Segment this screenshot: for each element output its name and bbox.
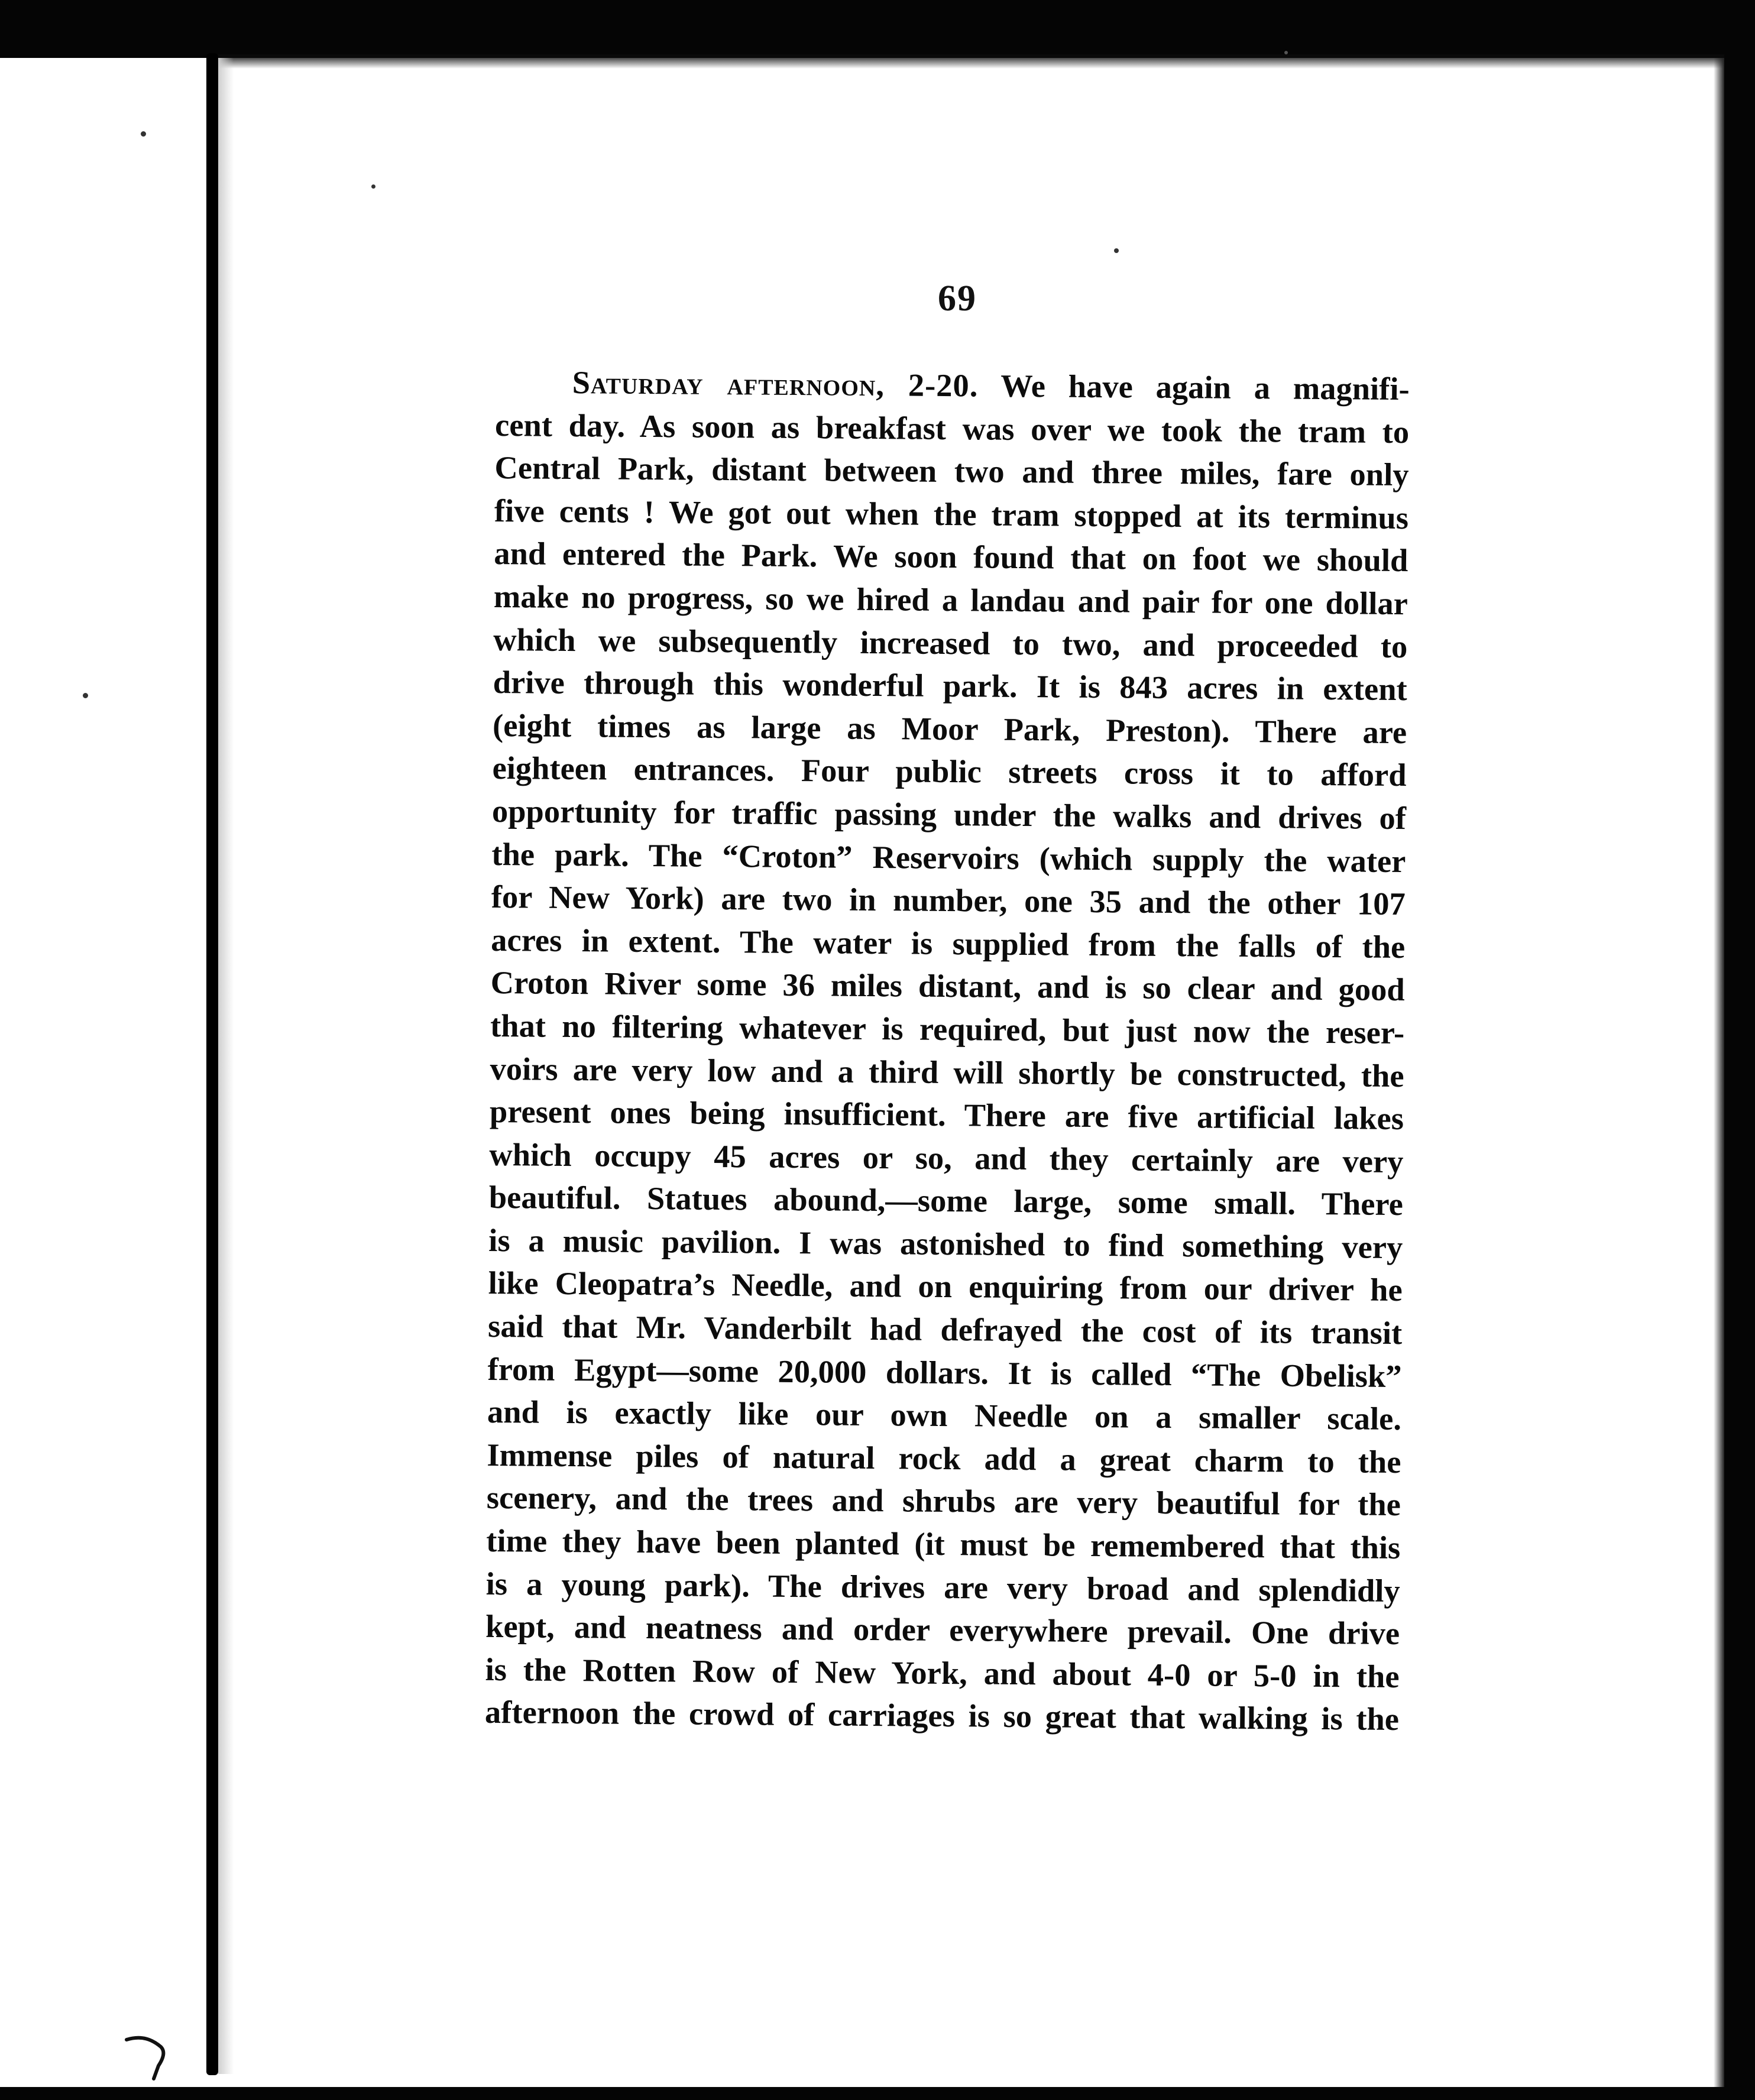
text-line: eighteen entrances. Four public streets cross it to afford: [492, 750, 1407, 793]
text-line: that no filtering whatever is required, but just now the reser-: [490, 1007, 1405, 1051]
scan-top-border: [0, 0, 1755, 58]
left-page-margin: [0, 0, 206, 2100]
scan-top-shadow: [213, 54, 1755, 69]
text-line: five cents ! We got out when the tram stopped at its terminus: [494, 492, 1409, 536]
text-line: make no progress, so we hired a landau and pair for one dollar: [493, 578, 1408, 622]
text-line: Saturday afternoon, 2-20. We have again a magnifi-: [572, 364, 1410, 407]
dust-speck: [1114, 248, 1119, 253]
text-line: is the Rotten Row of New York, and about 4-0 or 5-0 in the: [485, 1651, 1400, 1694]
text-line: (eight times as large as Moor Park, Preston). There are: [492, 707, 1407, 750]
text-line: time they have been planted (it must be remembered that this: [486, 1522, 1401, 1566]
text-line: is a music pavilion. I was astonished to find something very: [488, 1221, 1403, 1265]
text-line: acres in extent. The water is supplied from the falls of the: [491, 921, 1406, 965]
text-line: drive through this wonderful park. It is 843 acres in extent: [493, 664, 1407, 708]
text-line: said that Mr. Vanderbilt had defrayed the cost of its transit: [487, 1308, 1403, 1352]
text-line: scenery, and the trees and shrubs are very beautiful for the: [486, 1479, 1401, 1523]
run-in-heading: Saturday afternoon, 2-20.: [572, 364, 979, 404]
text-line: present ones being insufficient. There are five artificial lakes: [489, 1093, 1404, 1137]
text-line: and entered the Park. We soon found that on foot we should: [494, 535, 1408, 579]
text-line: afternoon the crowd of carriages is so great that walking is the: [484, 1694, 1400, 1738]
text-line: Central Park, distant between two and three miles, fare only: [494, 449, 1409, 493]
page-number: 69: [938, 278, 977, 319]
dust-speck: [83, 693, 88, 698]
text-line: beautiful. Statues abound,—some large, some small. There: [488, 1179, 1404, 1223]
text-line: like Cleopatra’s Needle, and on enquiring from our driver he: [488, 1265, 1403, 1308]
text-line: and is exactly like our own Needle on a smaller scale.: [487, 1393, 1402, 1437]
text-line: Immense piles of natural rock add a great charm to the: [487, 1436, 1401, 1480]
text-line: the park. The “Croton” Reservoirs (which supply the water: [491, 835, 1406, 879]
dust-speck: [1284, 51, 1288, 54]
body-text: [485, 361, 1410, 1741]
scan-right-border: [1724, 0, 1755, 2100]
text-line: voirs are very low and a third will shortly be constructed, the: [490, 1050, 1404, 1094]
text-line: cent day. As soon as breakfast was over we took the tram to: [494, 406, 1410, 450]
text-line: opportunity for traffic passing under the walks and drives of: [491, 792, 1407, 837]
text-line: for New York) are two in number, one 35 and the other 107: [491, 879, 1406, 922]
text-line: which occupy 45 acres or so, and they certainly are very: [489, 1136, 1404, 1179]
text-line: from Egypt—some 20,000 dollars. It is called “The Obelisk”: [487, 1350, 1402, 1394]
text-line: Croton River some 36 miles distant, and is so clear and good: [490, 964, 1405, 1008]
scan-right-shadow: [1714, 58, 1724, 2100]
dust-speck: [141, 131, 146, 137]
book-spine-shadow: [218, 58, 234, 2074]
dust-speck: [371, 184, 375, 189]
scan-bottom-border: [0, 2087, 1755, 2100]
text-line: kept, and neatness and order everywhere prevail. One drive: [485, 1608, 1400, 1652]
text-line: which we subsequently increased to two, and proceeded to: [493, 621, 1408, 665]
text-line: is a young park). The drives are very broad and splendidly: [485, 1565, 1400, 1609]
book-spine: [206, 53, 218, 2075]
corner-scan-mark: [124, 2034, 177, 2081]
